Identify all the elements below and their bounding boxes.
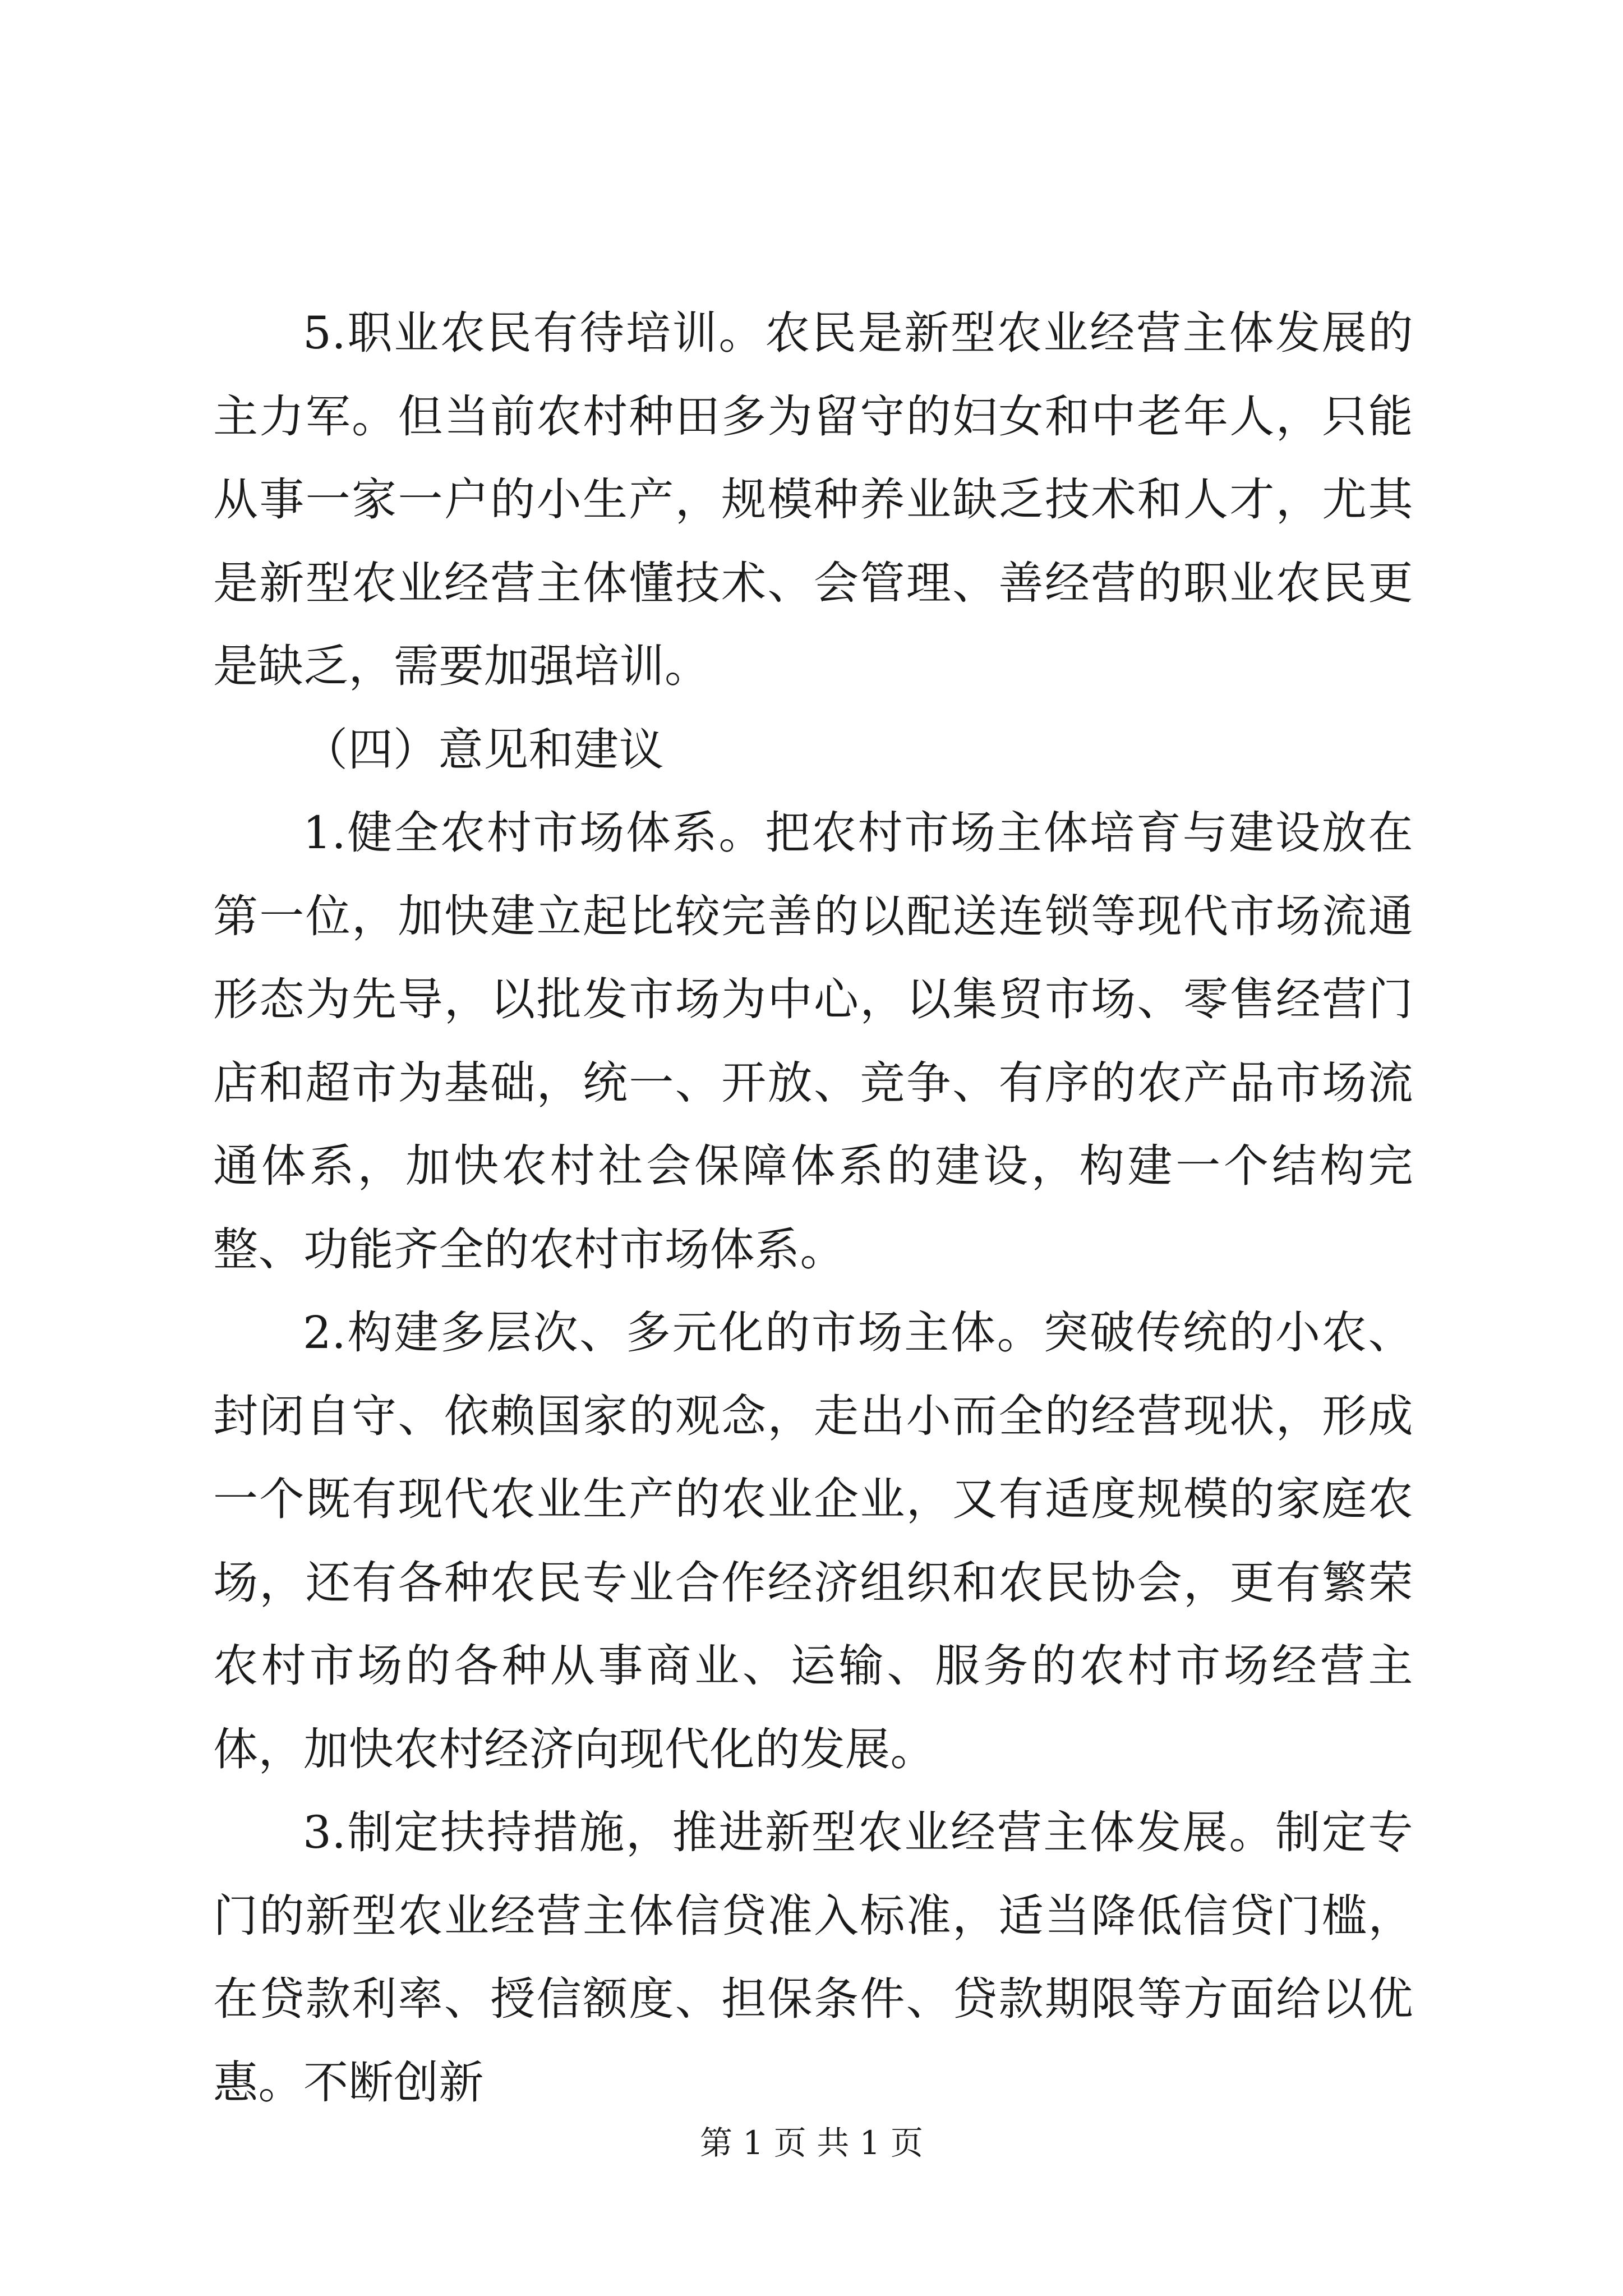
- paragraph-support-measures: 3.制定扶持措施，推进新型农业经营主体发展。制定专门的新型农业经营主体信贷准入标准，适当降低信贷门槛，在贷款利率、授信额度、担保条件、贷款期限等方面给以优惠。不断创新: [213, 1806, 1413, 2109]
- paragraph-market-entities: 2.构建多层次、多元化的市场主体。突破传统的小农、封闭自守、依赖国家的观念，走出小而全的经营现状，形成一个既有现代农业生产的农业企业，又有适度规模的家庭农场，还有各种农民专业合作经济组织和农民协会，更有繁荣农村市场的各种从事商业、运输、服务的农村市场经营主体，加快农村经济向现代化的发展。: [213, 1306, 1413, 1775]
- paragraph-market-system: 1.健全农村市场体系。把农村市场主体培育与建设放在第一位，加快建立起比较完善的以配送连锁等现代市场流通形态为先导，以批发市场为中心，以集贸市场、零售经营门店和超市为基础，统一、开放、竞争、有序的农产品市场流通体系，加快农村社会保障体系的建设，构建一个结构完整、功能齐全的农村市场体系。: [213, 807, 1413, 1276]
- page-footer: 第 1 页 共 1 页: [700, 2124, 923, 2162]
- document-body: [213, 292, 1413, 2124]
- paragraph-vocational-farmers: 5.职业农民有待培训。农民是新型农业经营主体发展的主力军。但当前农村种田多为留守的妇女和中老年人，只能从事一家一户的小生产，规模种养业缺乏技术和人才，尤其是新型农业经营主体懂技术、会管理、善经营的职业农民更是缺乏，需要加强培训。: [213, 307, 1413, 692]
- section-heading-suggestions: （四）意见和建议: [303, 723, 664, 776]
